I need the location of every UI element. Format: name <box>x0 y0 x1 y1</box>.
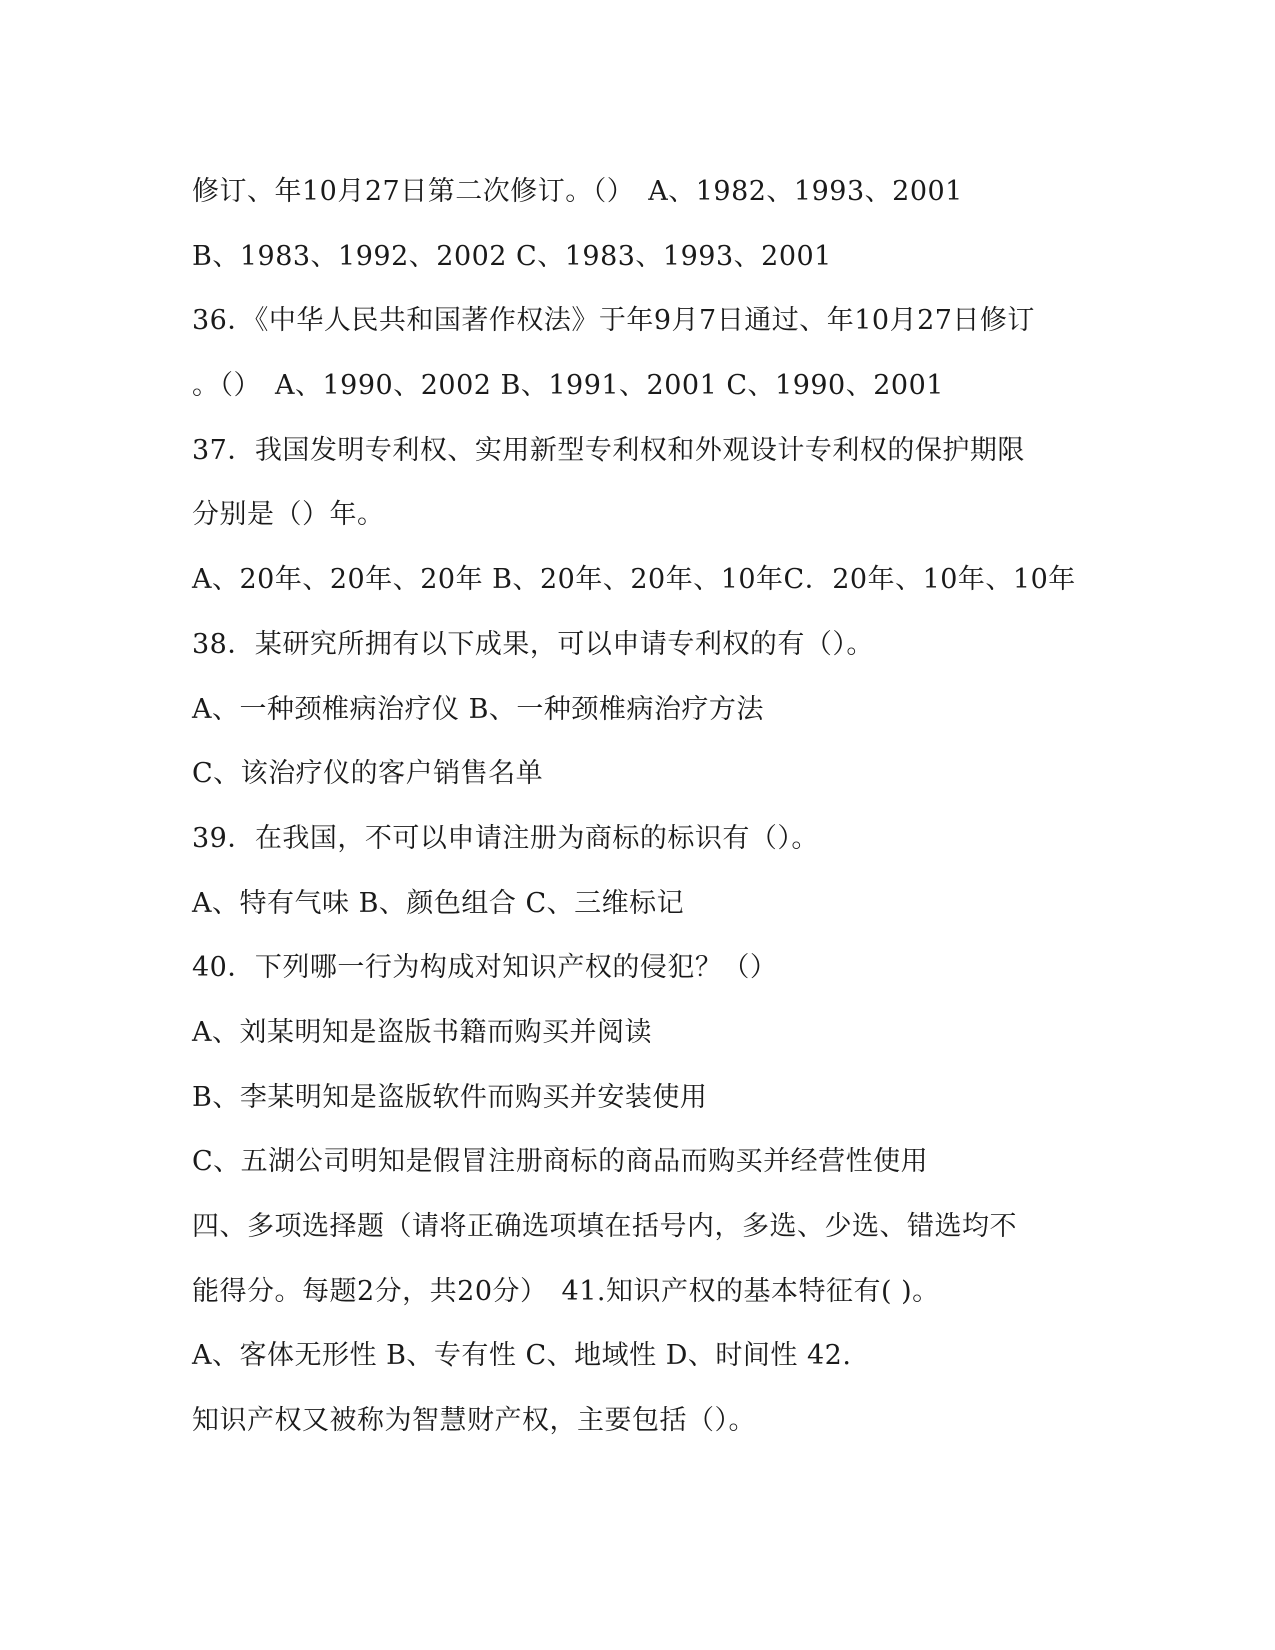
options-line: C、该治疗仪的客户销售名单 <box>192 758 544 790</box>
document-body <box>192 160 1092 1454</box>
text-line: 分别是（）年。 <box>192 499 385 531</box>
options-line: A、刘某明知是盗版书籍而购买并阅读 <box>192 1016 652 1048</box>
question-42: 知识产权又被称为智慧财产权，主要包括（）。 <box>192 1405 756 1437</box>
options-line: B、李某明知是盗版软件而购买并安装使用 <box>192 1081 708 1113</box>
text-line: B、1983、1992、2002 C、1983、1993、2001 <box>192 240 832 272</box>
question-41: 能得分。每题2分，共20分） 41.知识产权的基本特征有( )。 <box>192 1275 940 1307</box>
section-heading: 四、多项选择题（请将正确选项填在括号内，多选、少选、错选均不 <box>192 1211 1017 1242</box>
question-39: 39．在我国，不可以申请注册为商标的标识有（）。 <box>192 822 819 854</box>
options-line: C、五湖公司明知是假冒注册商标的商品而购买并经营性使用 <box>192 1146 929 1178</box>
question-36: 36．《中华人民共和国著作权法》于年9月7日通过、年10月27日修订 <box>192 305 1035 337</box>
text-line: 。（） A、1990、2002 B、1991、2001 C、1990、2001 <box>192 370 944 402</box>
question-38: 38．某研究所拥有以下成果，可以申请专利权的有（）。 <box>192 628 874 660</box>
options-line: A、客体无形性 B、专有性 C、地域性 D、时间性 42. <box>192 1340 852 1372</box>
question-40: 40．下列哪一行为构成对知识产权的侵犯？（） <box>192 952 778 984</box>
options-line: A、特有气味 B、颜色组合 C、三维标记 <box>192 887 685 919</box>
options-line: A、20年、20年、20年 B、20年、20年、10年C．20年、10年、10年 <box>192 564 1076 596</box>
text-line: 修订、年10月27日第二次修订。（） A、1982、1993、2001 <box>192 176 963 207</box>
question-37: 37．我国发明专利权、实用新型专利权和外观设计专利权的保护期限 <box>192 434 1025 466</box>
options-line: A、一种颈椎病治疗仪 B、一种颈椎病治疗方法 <box>192 693 764 725</box>
